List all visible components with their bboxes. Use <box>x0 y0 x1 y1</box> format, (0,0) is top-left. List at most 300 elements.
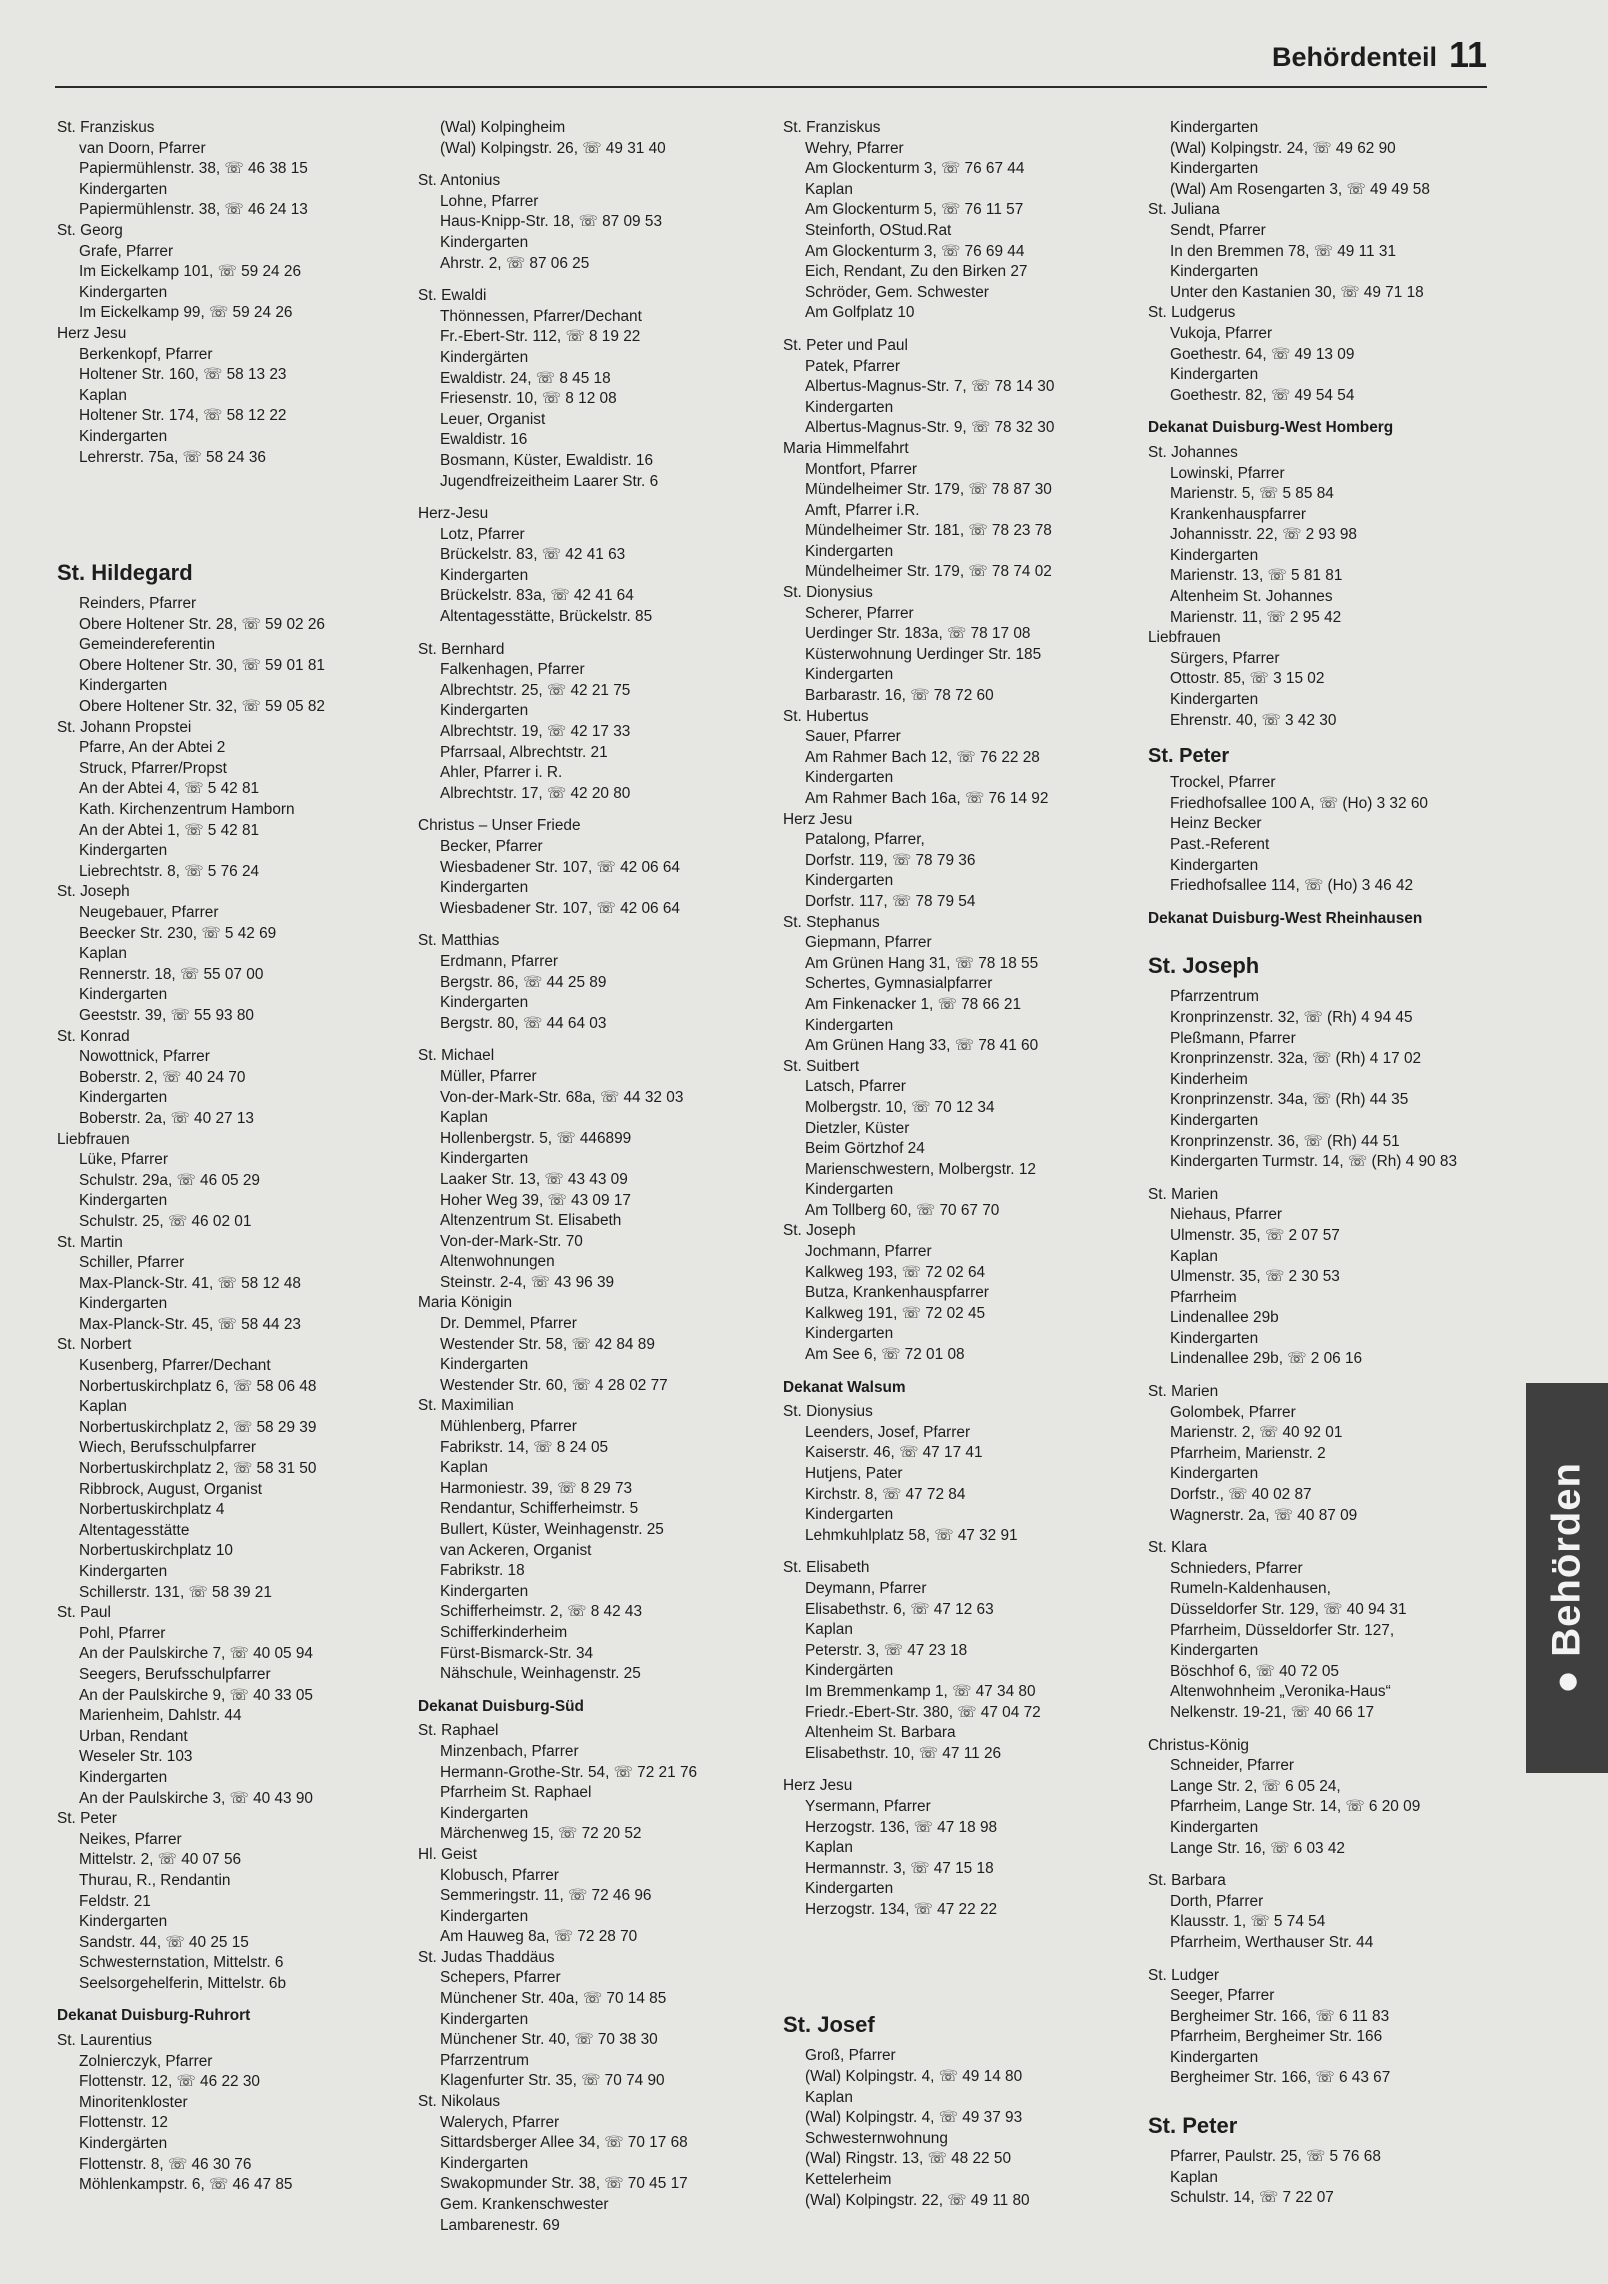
entry-line: Ahrstr. 2, ☏ 87 06 25 <box>440 254 590 272</box>
entry-line: Kindergarten <box>440 994 529 1012</box>
entry-line: Lehmkuhlplatz 58, ☏ 47 32 91 <box>805 1526 1018 1544</box>
entry-line: Albrechtstr. 17, ☏ 42 20 80 <box>440 784 631 802</box>
entry-line: Am Glockenturm 5, ☏ 76 11 57 <box>805 201 1024 219</box>
entry-line: Liebrechtstr. 8, ☏ 5 76 24 <box>79 862 260 880</box>
entry-line: Pfarrzentrum <box>1170 988 1259 1006</box>
entry-line: Seegers, Berufsschulpfarrer <box>79 1665 271 1683</box>
entry-line: Am Rahmer Bach 12, ☏ 76 22 28 <box>805 748 1040 766</box>
entry-line: Bergheimer Str. 166, ☏ 6 43 67 <box>1170 2069 1391 2087</box>
church-heading: Maria Himmelfahrt <box>783 439 909 457</box>
church-heading: St. Franziskus <box>57 119 155 136</box>
entry-line: Kettelerheim <box>805 2171 892 2189</box>
entry-line: Fabrikstr. 18 <box>440 1562 525 1580</box>
entry-line: Kalkweg 191, ☏ 72 02 45 <box>805 1304 986 1322</box>
entry-line: Kaplan <box>1170 1247 1218 1265</box>
entry-line: Altenwohnheim „Veronika-Haus“ <box>1170 1683 1391 1701</box>
entry-line: Märchenweg 15, ☏ 72 20 52 <box>440 1825 642 1843</box>
entry-line: Lohne, Pfarrer <box>440 192 539 210</box>
parish-title: St. Peter <box>1148 2113 1238 2139</box>
entry-line: Obere Holtener Str. 30, ☏ 59 01 81 <box>79 656 325 674</box>
entry-line: Butza, Krankenhauspfarrer <box>805 1284 989 1302</box>
church-heading: St. Elisabeth <box>783 1559 870 1577</box>
entry-line: Falkenhagen, Pfarrer <box>440 661 585 679</box>
entry-line: Johannisstr. 22, ☏ 2 93 98 <box>1170 526 1357 544</box>
entry-line: Geeststr. 39, ☏ 55 93 80 <box>79 1006 254 1024</box>
entry-line: Steinforth, OStud.Rat <box>805 221 952 239</box>
entry-line: Ehrenstr. 40, ☏ 3 42 30 <box>1170 711 1337 729</box>
entry-line: Schulstr. 14, ☏ 7 22 07 <box>1170 2189 1334 2207</box>
entry-line: Beim Görtzhof 24 <box>805 1140 925 1158</box>
entry-line: Friedhofsallee 114, ☏ (Ho) 3 46 42 <box>1170 877 1414 895</box>
entry-line: (Wal) Kolpingheim <box>440 119 566 136</box>
entry-line: Kindergarten <box>805 666 894 684</box>
entry-line: Kaplan <box>805 2088 853 2106</box>
entry-line: Deymann, Pfarrer <box>805 1579 927 1597</box>
entry-line: Steinstr. 2-4, ☏ 43 96 39 <box>440 1273 615 1291</box>
entry-line: Klagenfurter Str. 35, ☏ 70 74 90 <box>440 2072 665 2090</box>
entry-line: Goethestr. 64, ☏ 49 13 09 <box>1170 345 1355 363</box>
entry-line: Pleßmann, Pfarrer <box>1170 1029 1296 1047</box>
entry-line: Kindergarten <box>1170 691 1259 709</box>
entry-line: Altenheim St. Johannes <box>1170 588 1333 606</box>
entry-line: Marienstr. 13, ☏ 5 81 81 <box>1170 567 1343 585</box>
entry-line: Heinz Becker <box>1170 815 1262 833</box>
entry-line: Am Rahmer Bach 16a, ☏ 76 14 92 <box>805 790 1049 807</box>
section-side-tab <box>1526 1383 1608 1773</box>
column-2 <box>418 118 768 2236</box>
entry-line: Kindergarten <box>805 398 894 416</box>
entry-line: Schifferkinderheim <box>440 1623 568 1641</box>
entry-line: (Wal) Ringstr. 13, ☏ 48 22 50 <box>805 2150 1012 2168</box>
entry-line: Kindergarten <box>79 842 168 860</box>
entry-line: Am Grünen Hang 33, ☏ 78 41 60 <box>805 1037 1039 1055</box>
entry-line: Marienstr. 11, ☏ 2 95 42 <box>1170 608 1342 626</box>
entry-line: Fürst-Bismarck-Str. 34 <box>440 1644 594 1662</box>
entry-line: Wiesbadener Str. 107, ☏ 42 06 64 <box>440 899 680 917</box>
entry-line: Von-der-Mark-Str. 70 <box>440 1232 583 1250</box>
entry-line: Ahler, Pfarrer i. R. <box>440 764 563 782</box>
church-heading: St. Antonius <box>418 172 501 190</box>
entry-line: (Wal) Am Rosengarten 3, ☏ 49 49 58 <box>1170 180 1430 198</box>
entry-line: Nelkenstr. 19-21, ☏ 40 66 17 <box>1170 1703 1375 1721</box>
entry-line: Pfarrsaal, Albrechtstr. 21 <box>440 743 608 761</box>
entry-line: Schepers, Pfarrer <box>440 1969 561 1987</box>
church-heading: St. Franziskus <box>783 119 881 136</box>
entry-line: Lange Str. 2, ☏ 6 05 24, <box>1170 1777 1341 1795</box>
church-heading: St. Ewaldi <box>418 287 487 305</box>
entry-line: Kaplan <box>805 1621 853 1639</box>
entry-line: Leuer, Organist <box>440 410 546 428</box>
entry-line: Bergstr. 86, ☏ 44 25 89 <box>440 973 607 991</box>
entry-line: Kindergarten <box>79 1768 168 1786</box>
entry-line: Schillerstr. 131, ☏ 58 39 21 <box>79 1583 272 1601</box>
entry-line: Sendt, Pfarrer <box>1170 221 1266 239</box>
entry-line: Am See 6, ☏ 72 01 08 <box>805 1346 965 1364</box>
entry-line: Jochmann, Pfarrer <box>805 1243 932 1261</box>
entry-line: Im Eickelkamp 101, ☏ 59 24 26 <box>79 263 301 281</box>
dekanat-heading: Dekanat Duisburg-Ruhrort <box>57 2007 251 2025</box>
entry-line: Möhlenkampstr. 6, ☏ 46 47 85 <box>79 2176 293 2194</box>
entry-line: Am Finkenacker 1, ☏ 78 66 21 <box>805 995 1022 1013</box>
entry-line: Kindergarten <box>1170 2048 1259 2066</box>
entry-line: Nowottnick, Pfarrer <box>79 1048 210 1066</box>
entry-line: Kindergarten <box>440 1907 529 1925</box>
entry-line: Kindergarten <box>1170 119 1259 136</box>
entry-line: Golombek, Pfarrer <box>1170 1403 1296 1421</box>
entry-line: Past.-Referent <box>1170 836 1270 853</box>
entry-line: Kindergarten <box>79 180 168 198</box>
entry-line: Laaker Str. 13, ☏ 43 43 09 <box>440 1170 628 1188</box>
entry-line: Bergheimer Str. 166, ☏ 6 11 83 <box>1170 2007 1390 2025</box>
church-heading: Liebfrauen <box>57 1130 130 1148</box>
entry-line: Dorfstr. 117, ☏ 78 79 54 <box>805 892 976 910</box>
entry-line: Pfarrheim, Bergheimer Str. 166 <box>1170 2028 1383 2046</box>
entry-line: Reinders, Pfarrer <box>79 595 197 613</box>
entry-line: Am Grünen Hang 31, ☏ 78 18 55 <box>805 954 1039 972</box>
church-heading: St. Suitbert <box>783 1057 860 1075</box>
entry-line: Wiesbadener Str. 107, ☏ 42 06 64 <box>440 858 680 876</box>
entry-line: Gemeindereferentin <box>79 636 216 654</box>
entry-line: Pfarrheim St. Raphael <box>440 1784 592 1802</box>
dekanat-heading: Dekanat Duisburg-Süd <box>418 1697 584 1715</box>
dekanat-heading: Dekanat Walsum <box>783 1378 906 1396</box>
entry-line: Mündelheimer Str. 179, ☏ 78 74 02 <box>805 563 1052 581</box>
entry-line: Swakopmunder Str. 38, ☏ 70 45 17 <box>440 2175 688 2193</box>
entry-line: Dorfstr., ☏ 40 02 87 <box>1170 1486 1312 1504</box>
entry-line: Hermannstr. 3, ☏ 47 15 18 <box>805 1859 994 1877</box>
entry-line: Altentagesstätte, Brückelstr. 85 <box>440 608 653 626</box>
column-1 <box>57 118 407 2196</box>
entry-line: Von-der-Mark-Str. 68a, ☏ 44 32 03 <box>440 1088 684 1106</box>
entry-line: Kindergarten <box>1170 1111 1259 1129</box>
entry-line: Kindergarten <box>1170 366 1259 384</box>
entry-line: Erdmann, Pfarrer <box>440 952 559 970</box>
entry-line: Albertus-Magnus-Str. 7, ☏ 78 14 30 <box>805 378 1055 396</box>
entry-line: Vukoja, Pfarrer <box>1170 324 1273 342</box>
church-heading: St. Ludgerus <box>1148 304 1236 322</box>
entry-line: Kath. Kirchenzentrum Hamborn <box>79 801 295 819</box>
entry-line: Herzogstr. 136, ☏ 47 18 98 <box>805 1818 998 1836</box>
entry-line: Ulmenstr. 35, ☏ 2 30 53 <box>1170 1268 1340 1286</box>
entry-line: Boberstr. 2a, ☏ 40 27 13 <box>79 1109 254 1127</box>
church-heading: St. Barbara <box>1148 1872 1226 1890</box>
entry-line: Am Golfplatz 10 <box>805 304 915 322</box>
entry-line: Brückelstr. 83a, ☏ 42 41 64 <box>440 587 634 605</box>
entry-line: Trockel, Pfarrer <box>1170 774 1276 792</box>
entry-line: Westender Str. 58, ☏ 42 84 89 <box>440 1335 655 1353</box>
entry-line: Kindergarten <box>79 677 168 695</box>
entry-line: An der Abtei 4, ☏ 5 42 81 <box>79 780 260 798</box>
church-heading: St. Johann Propstei <box>57 718 192 736</box>
entry-line: Patalong, Pfarrer, <box>805 831 925 849</box>
parish-title: St. Peter <box>1148 745 1230 768</box>
entry-line: Kronprinzenstr. 36, ☏ (Rh) 44 51 <box>1170 1132 1400 1150</box>
entry-line: Hermann-Grothe-Str. 54, ☏ 72 21 76 <box>440 1763 698 1781</box>
entry-line: Münchener Str. 40, ☏ 70 38 30 <box>440 2031 658 2049</box>
church-heading: St. Marien <box>1148 1383 1219 1401</box>
entry-line: Thurau, R., Rendantin <box>79 1871 231 1889</box>
entry-line: Kaplan <box>79 386 127 404</box>
entry-line: Kindergarten <box>79 1089 168 1107</box>
entry-line: Am Hauweg 8a, ☏ 72 28 70 <box>440 1928 638 1946</box>
entry-line: Pfarrheim, Werthauser Str. 44 <box>1170 1933 1374 1951</box>
entry-line: Kindergarten <box>1170 1642 1259 1660</box>
entry-line: Norbertuskirchplatz 10 <box>79 1542 233 1560</box>
entry-line: Lotz, Pfarrer <box>440 525 525 543</box>
entry-line: Mündelheimer Str. 179, ☏ 78 87 30 <box>805 481 1052 499</box>
entry-line: Ribbrock, August, Organist <box>79 1480 263 1498</box>
entry-line: Wiech, Berufsschulpfarrer <box>79 1439 257 1457</box>
entry-line: Obere Holtener Str. 28, ☏ 59 02 26 <box>79 615 325 633</box>
entry-line: Kindergarten <box>79 427 168 445</box>
entry-line: Im Eickelkamp 99, ☏ 59 24 26 <box>79 304 293 322</box>
entry-line: Flottenstr. 12, ☏ 46 22 30 <box>79 2073 260 2091</box>
church-heading: Herz Jesu <box>783 1777 853 1795</box>
entry-line: Minzenbach, Pfarrer <box>440 1742 579 1760</box>
entry-line: Boberstr. 2, ☏ 40 24 70 <box>79 1068 246 1086</box>
entry-line: Schiller, Pfarrer <box>79 1254 185 1272</box>
entry-line: Gem. Krankenschwester <box>440 2196 609 2213</box>
entry-line: Düsseldorfer Str. 129, ☏ 40 94 31 <box>1170 1601 1407 1618</box>
entry-line: Kindergarten <box>440 2154 529 2172</box>
church-heading: St. Paul <box>57 1604 111 1622</box>
entry-line: Kinderheim <box>1170 1070 1248 1088</box>
entry-line: Bullert, Küster, Weinhagenstr. 25 <box>440 1521 664 1538</box>
church-heading: St. Konrad <box>57 1027 130 1045</box>
entry-line: Kaplan <box>805 1839 853 1857</box>
entry-line: Mündelheimer Str. 181, ☏ 78 23 78 <box>805 522 1052 540</box>
church-heading: Herz Jesu <box>57 324 127 342</box>
entry-line: Rennerstr. 18, ☏ 55 07 00 <box>79 965 264 983</box>
entry-line: Lindenallee 29b <box>1170 1309 1279 1327</box>
entry-line: Pfarrheim, Marienstr. 2 <box>1170 1444 1326 1462</box>
entry-line: Patek, Pfarrer <box>805 357 900 375</box>
entry-line: Im Bremmenkamp 1, ☏ 47 34 80 <box>805 1682 1036 1700</box>
entry-line: Kindergarten <box>79 986 168 1004</box>
entry-line: Kindergarten <box>805 1181 894 1199</box>
entry-line: Scherer, Pfarrer <box>805 604 914 622</box>
entry-line: Kronprinzenstr. 32, ☏ (Rh) 4 94 45 <box>1170 1008 1413 1026</box>
column-3 <box>783 118 1133 2211</box>
entry-line: Mittelstr. 2, ☏ 40 07 56 <box>79 1851 242 1869</box>
entry-line: Elisabethstr. 10, ☏ 47 11 26 <box>805 1744 1002 1762</box>
entry-line: Seeger, Pfarrer <box>1170 1987 1275 2005</box>
entry-line: Klausstr. 1, ☏ 5 74 54 <box>1170 1913 1326 1931</box>
entry-line: Sauer, Pfarrer <box>805 728 901 746</box>
church-heading: St. Martin <box>57 1233 123 1251</box>
entry-line: Kindergarten <box>805 1016 894 1034</box>
entry-line: Kindergarten <box>440 566 529 584</box>
entry-line: Norbertuskirchplatz 4 <box>79 1501 225 1519</box>
entry-line: Kaplan <box>440 1109 488 1127</box>
church-heading: St. Matthias <box>418 932 500 950</box>
entry-line: Kindergarten <box>805 542 894 560</box>
entry-line: Kirchstr. 8, ☏ 47 72 84 <box>805 1485 966 1503</box>
entry-line: van Doorn, Pfarrer <box>79 139 206 157</box>
church-heading: St. Laurentius <box>57 2032 152 2050</box>
entry-line: Kindergarten <box>79 1192 168 1210</box>
entry-line: Bergstr. 80, ☏ 44 64 03 <box>440 1014 607 1032</box>
entry-line: Westender Str. 60, ☏ 4 28 02 77 <box>440 1376 668 1394</box>
entry-line: Zolnierczyk, Pfarrer <box>79 2052 213 2070</box>
entry-line: Kronprinzenstr. 34a, ☏ (Rh) 44 35 <box>1170 1091 1409 1109</box>
entry-line: Kaiserstr. 46, ☏ 47 17 41 <box>805 1444 983 1462</box>
entry-line: Marienheim, Dahlstr. 44 <box>79 1707 242 1725</box>
entry-line: Sittardsberger Allee 34, ☏ 70 17 68 <box>440 2134 688 2152</box>
entry-line: Altenheim St. Barbara <box>805 1724 956 1742</box>
entry-line: Dorfstr. 119, ☏ 78 79 36 <box>805 851 976 869</box>
entry-line: Flottenstr. 12 <box>79 2114 168 2132</box>
entry-line: Sürgers, Pfarrer <box>1170 649 1280 667</box>
church-heading: St. Peter <box>57 1810 117 1828</box>
entry-line: Altenzentrum St. Elisabeth <box>440 1212 622 1230</box>
entry-line: Kaplan <box>1170 2168 1218 2186</box>
entry-line: Kaplan <box>805 180 853 198</box>
entry-line: Norbertuskirchplatz 2, ☏ 58 31 50 <box>79 1460 317 1478</box>
entry-line: Jugendfreizeitheim Laarer Str. 6 <box>440 472 659 490</box>
parish-title: St. Hildegard <box>57 560 193 586</box>
entry-line: Am Glockenturm 3, ☏ 76 67 44 <box>805 160 1025 178</box>
entry-line: Nähschule, Weinhagenstr. 25 <box>440 1665 641 1683</box>
entry-line: Küsterwohnung Uerdinger Str. 185 <box>805 645 1042 663</box>
entry-line: Kaplan <box>440 1459 488 1477</box>
entry-line: Hutjens, Pater <box>805 1465 903 1482</box>
entry-line: Schifferheimstr. 2, ☏ 8 42 43 <box>440 1603 643 1621</box>
entry-line: Kindergarten <box>1170 1329 1259 1347</box>
entry-line: Böschhof 6, ☏ 40 72 05 <box>1170 1662 1339 1680</box>
entry-line: Barbarastr. 16, ☏ 78 72 60 <box>805 687 994 705</box>
entry-line: Kindergärten <box>440 348 529 366</box>
entry-line: Kindergarten <box>805 1506 894 1524</box>
entry-line: Max-Planck-Str. 41, ☏ 58 12 48 <box>79 1274 301 1292</box>
church-heading: St. Johannes <box>1148 443 1238 461</box>
entry-line: Münchener Str. 40a, ☏ 70 14 85 <box>440 1990 667 2008</box>
dekanat-heading: Dekanat Duisburg-West Rheinhausen <box>1148 909 1423 927</box>
page-header <box>55 28 1487 88</box>
entry-line: Albrechtstr. 25, ☏ 42 21 75 <box>440 681 631 699</box>
church-heading: Herz Jesu <box>783 810 853 828</box>
entry-line: Kindergarten <box>805 769 894 787</box>
side-tab-label: ● Behörden <box>1544 1462 1589 1694</box>
entry-line: Struck, Pfarrer/Propst <box>79 759 227 777</box>
entry-line: Hollenbergstr. 5, ☏ 446899 <box>440 1129 632 1147</box>
entry-line: Weseler Str. 103 <box>79 1748 193 1766</box>
entry-line: Dorth, Pfarrer <box>1170 1892 1264 1910</box>
entry-line: Marienstr. 2, ☏ 40 92 01 <box>1170 1424 1343 1442</box>
entry-line: Schwesternwohnung <box>805 2129 948 2147</box>
church-heading: Hl. Geist <box>418 1845 478 1863</box>
church-heading: St. Judas Thaddäus <box>418 1948 555 1966</box>
entry-line: Bosmann, Küster, Ewaldistr. 16 <box>440 451 654 469</box>
entry-line: Kaplan <box>79 945 127 963</box>
entry-line: Berkenkopf, Pfarrer <box>79 345 213 363</box>
entry-line: Rendantur, Schifferheimstr. 5 <box>440 1500 639 1518</box>
entry-line: Dietzler, Küster <box>805 1119 910 1137</box>
entry-line: Seelsorgehelferin, Mittelstr. 6b <box>79 1974 287 1992</box>
entry-line: Kindergärten <box>805 1662 894 1680</box>
entry-line: Papiermühlenstr. 38, ☏ 46 38 15 <box>79 160 308 178</box>
entry-line: Pfarrzentrum <box>440 2051 529 2069</box>
spacer <box>783 1920 1133 1988</box>
entry-line: Kindergarten <box>805 1325 894 1343</box>
entry-line: Kindergarten <box>440 1804 529 1822</box>
entry-line: Max-Planck-Str. 45, ☏ 58 44 23 <box>79 1315 301 1333</box>
entry-line: (Wal) Kolpingstr. 26, ☏ 49 31 40 <box>440 139 666 157</box>
entry-line: Lambarenestr. 69 <box>440 2216 560 2234</box>
entry-line: Pfarre, An der Abtei 2 <box>79 739 226 757</box>
entry-line: Schwesternstation, Mittelstr. 6 <box>79 1954 284 1972</box>
entry-line: Eich, Rendant, Zu den Birken 27 <box>805 263 1028 281</box>
entry-line: (Wal) Kolpingstr. 22, ☏ 49 11 80 <box>805 2191 1030 2209</box>
entry-line: Pfarrheim <box>1170 1288 1237 1306</box>
entry-line: Elisabethstr. 6, ☏ 47 12 63 <box>805 1600 994 1618</box>
entry-line: Kindergarten <box>440 879 529 897</box>
entry-line: Latsch, Pfarrer <box>805 1078 906 1096</box>
entry-line: Schröder, Gem. Schwester <box>805 283 989 301</box>
church-heading: St. Klara <box>1148 1539 1208 1557</box>
church-heading: St. Michael <box>418 1047 495 1065</box>
entry-line: Neugebauer, Pfarrer <box>79 904 219 921</box>
entry-line: Peterstr. 3, ☏ 47 23 18 <box>805 1641 968 1659</box>
entry-line: Kindergarten <box>1170 1465 1259 1483</box>
church-heading: St. Maximilian <box>418 1397 514 1415</box>
column-4 <box>1148 118 1498 2209</box>
entry-line: Pfarrer, Paulstr. 25, ☏ 5 76 68 <box>1170 2148 1381 2166</box>
entry-line: Norbertuskirchplatz 6, ☏ 58 06 48 <box>79 1377 317 1395</box>
entry-line: Fabrikstr. 14, ☏ 8 24 05 <box>440 1438 609 1456</box>
entry-line: Kindergarten Turmstr. 14, ☏ (Rh) 4 90 83 <box>1170 1153 1458 1171</box>
entry-line: (Wal) Kolpingstr. 24, ☏ 49 62 90 <box>1170 139 1396 157</box>
entry-line: Kindergärten <box>79 2135 168 2153</box>
church-heading: Christus – Unser Friede <box>418 817 581 835</box>
entry-line: Sandstr. 44, ☏ 40 25 15 <box>79 1933 249 1951</box>
church-heading: St. Marien <box>1148 1185 1219 1203</box>
entry-line: Harmoniestr. 39, ☏ 8 29 73 <box>440 1479 633 1497</box>
entry-line: Norbertuskirchplatz 2, ☏ 58 29 39 <box>79 1418 317 1436</box>
entry-line: Walerych, Pfarrer <box>440 2113 560 2131</box>
entry-line: Kindergarten <box>805 1880 894 1898</box>
entry-line: Friesenstr. 10, ☏ 8 12 08 <box>440 390 617 408</box>
entry-line: Kusenberg, Pfarrer/Dechant <box>79 1357 271 1375</box>
entry-line: Hoher Weg 39, ☏ 43 09 17 <box>440 1191 631 1209</box>
church-heading: St. Dionysius <box>783 584 873 602</box>
entry-line: Kindergarten <box>1170 546 1259 564</box>
entry-line: Mühlenberg, Pfarrer <box>440 1418 577 1436</box>
church-heading: St. Nikolaus <box>418 2093 501 2111</box>
entry-line: Kronprinzenstr. 32a, ☏ (Rh) 4 17 02 <box>1170 1050 1422 1068</box>
entry-line: Urban, Rendant <box>79 1727 188 1745</box>
entry-line: Wehry, Pfarrer <box>805 139 904 157</box>
entry-line: Kalkweg 193, ☏ 72 02 64 <box>805 1263 986 1281</box>
church-heading: St. Joseph <box>57 883 130 901</box>
entry-line: Kindergarten <box>440 1582 529 1600</box>
entry-line: Neikes, Pfarrer <box>79 1830 182 1848</box>
entry-line: Becker, Pfarrer <box>440 838 543 855</box>
entry-line: Groß, Pfarrer <box>805 2047 896 2065</box>
church-heading: St. Dionysius <box>783 1403 873 1421</box>
church-heading: St. Ludger <box>1148 1966 1220 1984</box>
entry-line: Grafe, Pfarrer <box>79 242 174 260</box>
church-heading: St. Joseph <box>783 1222 856 1240</box>
entry-line: Kindergarten <box>440 702 529 720</box>
entry-line: Unter den Kastanien 30, ☏ 49 71 18 <box>1170 283 1424 301</box>
spacer <box>57 468 407 536</box>
entry-line: Brückelstr. 83, ☏ 42 41 63 <box>440 546 626 564</box>
entry-line: Goethestr. 82, ☏ 49 54 54 <box>1170 386 1355 404</box>
entry-line: Rumeln-Kaldenhausen, <box>1170 1580 1331 1598</box>
entry-line: Kindergarten <box>805 872 894 890</box>
entry-line: Schneider, Pfarrer <box>1170 1757 1295 1775</box>
